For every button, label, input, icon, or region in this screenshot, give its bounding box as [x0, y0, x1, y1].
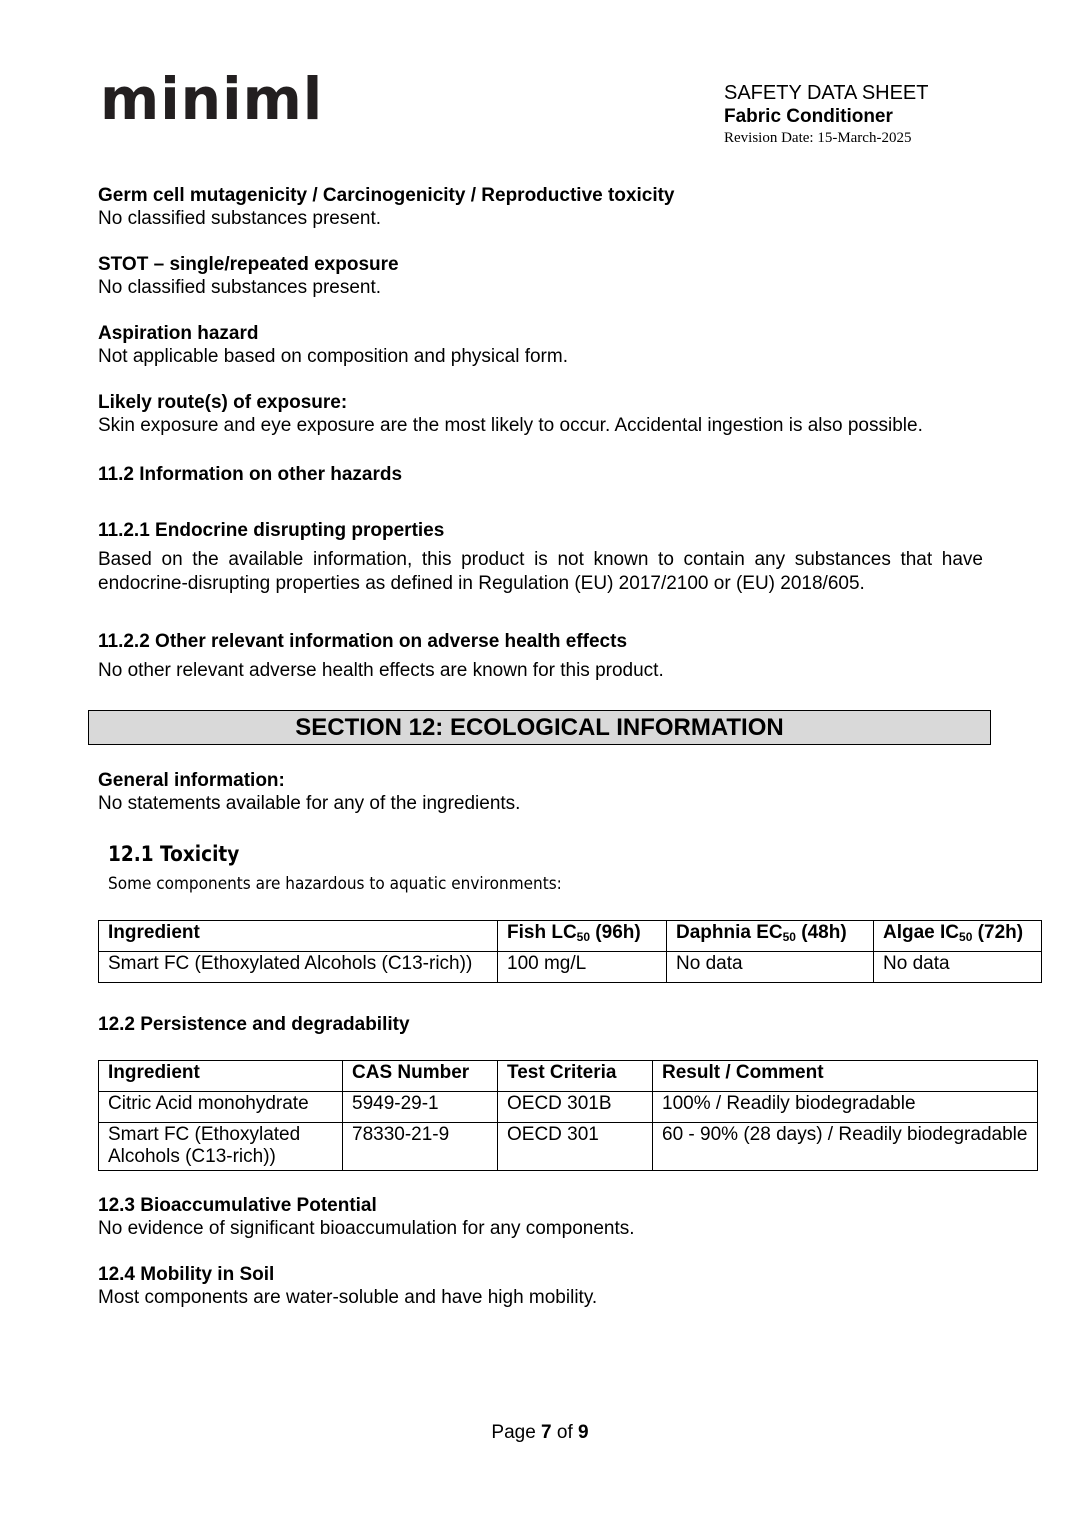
column-header: Daphnia $EC_{50}$ (48h) [667, 921, 874, 952]
table-cell: No data [874, 952, 1042, 983]
aspiration-heading: Aspiration hazard [98, 323, 259, 344]
table-row [99, 952, 1042, 983]
adverse-effects-block [98, 630, 998, 682]
table-cell: 60 - 90% (28 days) / Readily biodegradable [653, 1123, 1038, 1171]
column-header: CAS Number [343, 1061, 498, 1092]
table-cell: 78330-21-9 [343, 1123, 498, 1171]
table-header-row [99, 921, 1042, 952]
revision-date: Revision Date: 15-March-2025 [724, 130, 912, 146]
table-row [99, 1123, 1038, 1171]
other-hazards-heading: 11.2 Information on other hazards [98, 464, 403, 485]
column-header: Algae $IC_{50}$ (72h) [874, 921, 1042, 952]
exposure-routes-block [98, 391, 1018, 437]
table-cell: 100 mg/L [498, 952, 667, 983]
other-hazards-block [98, 463, 998, 486]
table-cell: No data [667, 952, 874, 983]
column-header: Fish $LC_{50}$ (96h) [498, 921, 667, 952]
persistence-table [98, 1060, 1038, 1171]
table-row [99, 1092, 1038, 1123]
mobility-text: Most components are water-soluble and have high mobility. [98, 1287, 598, 1308]
germ-cell-text: No classified substances present. [98, 208, 382, 229]
endocrine-block [98, 519, 983, 596]
table-cell: OECD 301B [498, 1092, 653, 1123]
column-header: Ingredient [99, 921, 498, 952]
aspiration-block [98, 322, 998, 368]
endocrine-heading: 11.2.1 Endocrine disrupting properties [98, 520, 445, 541]
stot-block [98, 253, 998, 299]
table-cell: Smart FC (Ethoxylated Alcohols (C13-rich)) [99, 952, 498, 983]
document-title: SAFETY DATA SHEET [724, 82, 929, 104]
aspiration-text: Not applicable based on composition and physical form. [98, 346, 568, 367]
germ-cell-heading: Germ cell mutagenicity / Carcinogenicity / Reproductive toxicity [98, 185, 675, 206]
stot-text: No classified substances present. [98, 277, 382, 298]
table-cell: 5949-29-1 [343, 1092, 498, 1123]
general-info-heading: General information: [98, 770, 285, 791]
table-cell: OECD 301 [498, 1123, 653, 1171]
column-header: Ingredient [99, 1061, 343, 1092]
table-cell: 100% / Readily biodegradable [653, 1092, 1038, 1123]
general-info-text: No statements available for any of the ingredients. [98, 793, 521, 814]
product-name: Fabric Conditioner [724, 106, 893, 127]
table-cell: Smart FC (Ethoxylated Alcohols (C13-rich)) [99, 1123, 343, 1171]
adverse-effects-text: No other relevant adverse health effects are known for this product. [98, 660, 664, 681]
column-header: Result / Comment [653, 1061, 1038, 1092]
mobility-heading: 12.4 Mobility in Soil [98, 1264, 275, 1285]
persistence-heading: 12.2 Persistence and degradability [98, 1014, 410, 1035]
exposure-routes-text: Skin exposure and eye exposure are the most likely to occur. Accidental ingestion is also possible. [98, 415, 923, 436]
table-cell: Citric Acid monohydrate [99, 1092, 343, 1123]
toxicity-table [98, 920, 1042, 983]
adverse-effects-heading: 11.2.2 Other relevant information on adverse health effects [98, 631, 628, 652]
toxicity-text: Some components are hazardous to aquatic environments: [108, 874, 562, 894]
general-info-block [98, 769, 998, 815]
table-header-row [99, 1061, 1038, 1092]
column-header: Test Criteria [498, 1061, 653, 1092]
company-logo: miniml [100, 65, 324, 133]
persistence-block [98, 1013, 998, 1036]
bioaccumulation-block [98, 1194, 998, 1240]
bioaccumulation-heading: 12.3 Bioaccumulative Potential [98, 1195, 377, 1216]
bioaccumulation-text: No evidence of significant bioaccumulation for any components. [98, 1218, 635, 1239]
section-12-title: SECTION 12: ECOLOGICAL INFORMATION [88, 710, 991, 745]
stot-heading: STOT – single/repeated exposure [98, 254, 399, 275]
endocrine-text: Based on the available information, this product is not known to contain any substances that have endocrine-disrupting properties as defined in Regulation (EU) 2017/2100 or (EU) 2018/605. [98, 549, 983, 594]
exposure-routes-heading: Likely route(s) of exposure: [98, 392, 348, 413]
page-number: Page 7 of 9 [491, 1422, 589, 1443]
mobility-block [98, 1263, 998, 1309]
germ-cell-block [98, 184, 998, 230]
toxicity-heading: 12.1 Toxicity [108, 842, 240, 866]
